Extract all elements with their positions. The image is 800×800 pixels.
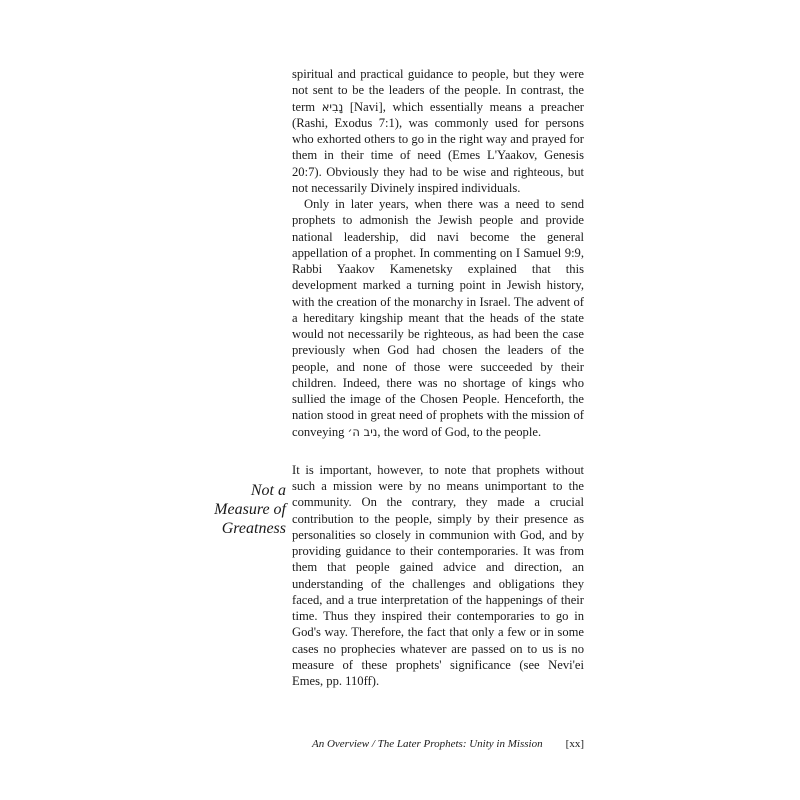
body-column [292, 66, 584, 689]
text-run: ], which essentially means a [378, 99, 541, 114]
text-run: 7:1), was commonly used for persons who exhorted others to go in the right way and prayed for them in their time of need ( [292, 115, 585, 163]
italic-run: I Samuel [515, 245, 562, 260]
text-run: 20:7). Obviously they had to be wise and righteous, but not necessarily Divinely inspired individuals. [292, 164, 584, 195]
hebrew-run: ניב ה׳ [347, 424, 378, 439]
side-heading-line: Not a [250, 482, 286, 499]
section-gap [292, 440, 584, 462]
text-run: spiritual and practical guidance to people, but they were not sent to be the leaders of the people. In contrast, the term [292, 67, 584, 114]
side-heading-line: Measure of [214, 501, 286, 518]
text-run: , pp. 110ff). [319, 674, 380, 688]
italic-run: Emes L'Yaakov, Genesis [452, 148, 584, 163]
paragraph-2 [292, 196, 584, 440]
running-title: An Overview / The Later Prophets: Unity in Mission [312, 738, 543, 750]
text-run: 9:9, Rabbi Yaakov Kamenetsky explained that this development marked a turning point in Jewish history, with the creation of the monarchy in Israel. The advent of a hereditary kingship meant that the heads of the state would not necessarily be righteous, as had been the case previously when God had chosen the leaders of the people, and none of those were succeeded by their children. Indeed, there was no shortage of kings who sullied the image of the Chosen People. Henceforth, the nation stood in great need of prophets with the mission of conveying [292, 245, 585, 439]
italic-run: navi [437, 229, 459, 244]
italic-run: preacher [540, 99, 584, 114]
italic-run: Rashi, Exodus [296, 115, 373, 130]
page-number: [xx] [565, 738, 584, 750]
text-run: It is important, however, to note that prophets without such a mission were by no means unimportant to the community. On the contrary, they made a crucial contribution to the people, simply by their presence as personalities so closely in communion with God, and by providing guidance to their contemporaries. It was from them that people gained advice and direction, an understanding of the challenges and obligations they faced, and a true interpretation of the happenings of their time. Thus they inspired their contemporaries to go in God's way. Therefore, the fact that only a few or in some cases no prophecies whatever are passed on to us is no measure of these prophets' significance (see [292, 462, 584, 672]
text-run: ( [292, 115, 297, 130]
text-run: become the general appellation of a prophet. In commenting on [292, 229, 584, 260]
hebrew-run: נָבִיא [321, 99, 344, 114]
side-heading [200, 481, 286, 538]
running-footer [292, 738, 584, 750]
text-run: [ [343, 99, 355, 114]
paragraph-1 [292, 66, 584, 196]
paragraph-3 [292, 462, 584, 690]
text-run: , [377, 424, 384, 439]
text-run: Only in later years, when there was a need to send prophets to admonish the Jewish people and provide national leadership, did [292, 197, 584, 244]
italic-run: Navi [354, 99, 379, 114]
text-run: , to the people. [466, 424, 542, 439]
side-heading-line: Greatness [221, 520, 286, 537]
italic-run: the word of God [383, 424, 467, 439]
italic-run: Nevi'ei Emes [292, 657, 584, 688]
